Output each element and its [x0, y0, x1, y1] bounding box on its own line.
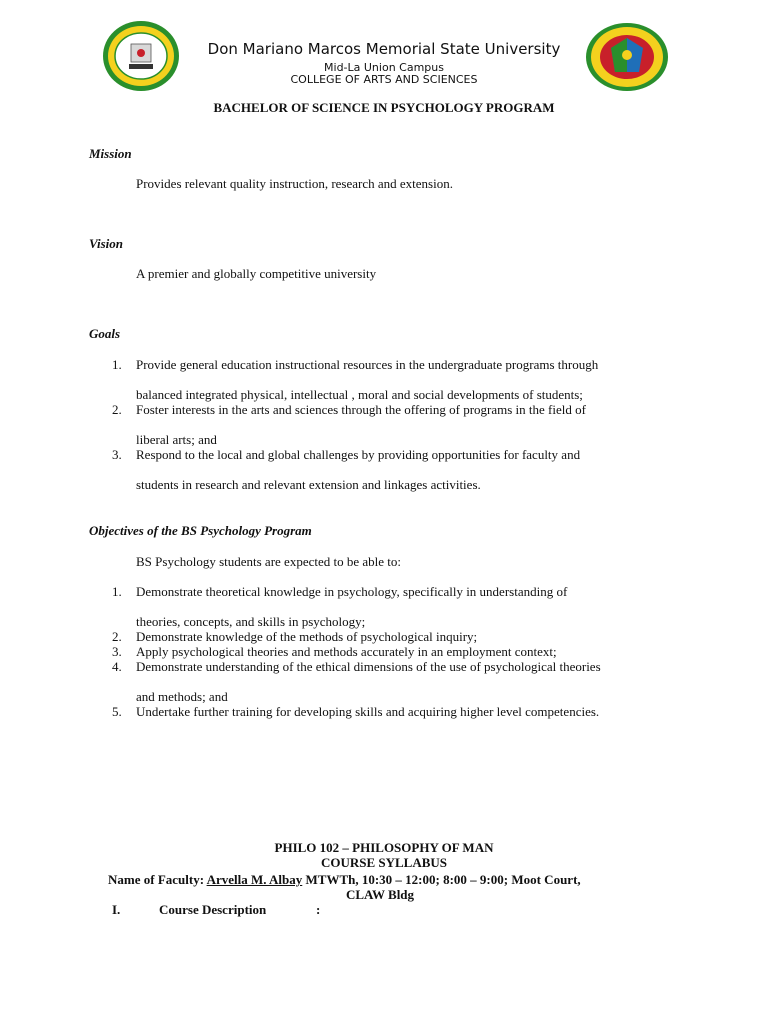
goals-list — [112, 357, 678, 492]
university-name: Don Mariano Marcos Memorial State University — [207, 40, 561, 58]
mission-heading: Mission — [89, 146, 132, 161]
list-item: 1. Provide general education instructional resources in the undergraduate programs through balanced integrated physical, intellectual , moral and social developments of students; — [112, 357, 599, 402]
list-item: 3. Respond to the local and global challenges by providing opportunities for faculty and students in research and relevant extension and linkages activities. — [112, 447, 581, 492]
vision-text: A premier and globally competitive university — [136, 266, 377, 281]
mission-text: Provides relevant quality instruction, research and extension. — [136, 176, 453, 191]
objectives-intro: BS Psychology students are expected to be able to: — [136, 554, 402, 569]
vision-heading: Vision — [89, 236, 123, 251]
list-item: 5. Undertake further training for developing skills and acquiring higher level competencies. — [112, 704, 600, 719]
course-code-title: PHILO 102 – PHILOSOPHY OF MAN — [274, 840, 494, 855]
faculty-label: Name of Faculty: — [108, 872, 205, 887]
class-schedule: MTWTh, 10:30 – 12:00; 8:00 – 9:00; Moot Court, — [302, 872, 581, 887]
section-colon: : — [316, 902, 321, 917]
section-heading: Course Description — [159, 902, 267, 917]
college-name: COLLEGE OF ARTS AND SCIENCES — [290, 73, 478, 86]
objectives-list — [112, 584, 678, 719]
list-item: 2. Demonstrate knowledge of the methods of psychological inquiry; — [112, 629, 478, 644]
building-name: CLAW Bldg — [346, 887, 415, 902]
list-item: 1. Demonstrate theoretical knowledge in psychology, specifically in understanding of theories, concepts, and skills in psychology; — [112, 584, 568, 629]
list-item: 4. Demonstrate understanding of the ethical dimensions of the use of psychological theories and methods; and — [112, 659, 601, 704]
faculty-name: Arvella M. Albay — [206, 872, 303, 887]
program-title: BACHELOR OF SCIENCE IN PSYCHOLOGY PROGRAM — [213, 100, 555, 115]
list-item: 2. Foster interests in the arts and sciences through the offering of programs in the field of liberal arts; and — [112, 402, 586, 447]
objectives-heading: Objectives of the BS Psychology Program — [89, 523, 312, 538]
goals-heading: Goals — [89, 326, 121, 341]
section-number: I. — [112, 902, 121, 917]
list-item: 3. Apply psychological theories and methods accurately in an employment context; — [112, 644, 557, 659]
campus-name: Mid-La Union Campus — [324, 61, 444, 74]
syllabus-title: COURSE SYLLABUS — [320, 855, 448, 870]
faculty-line — [108, 872, 581, 888]
